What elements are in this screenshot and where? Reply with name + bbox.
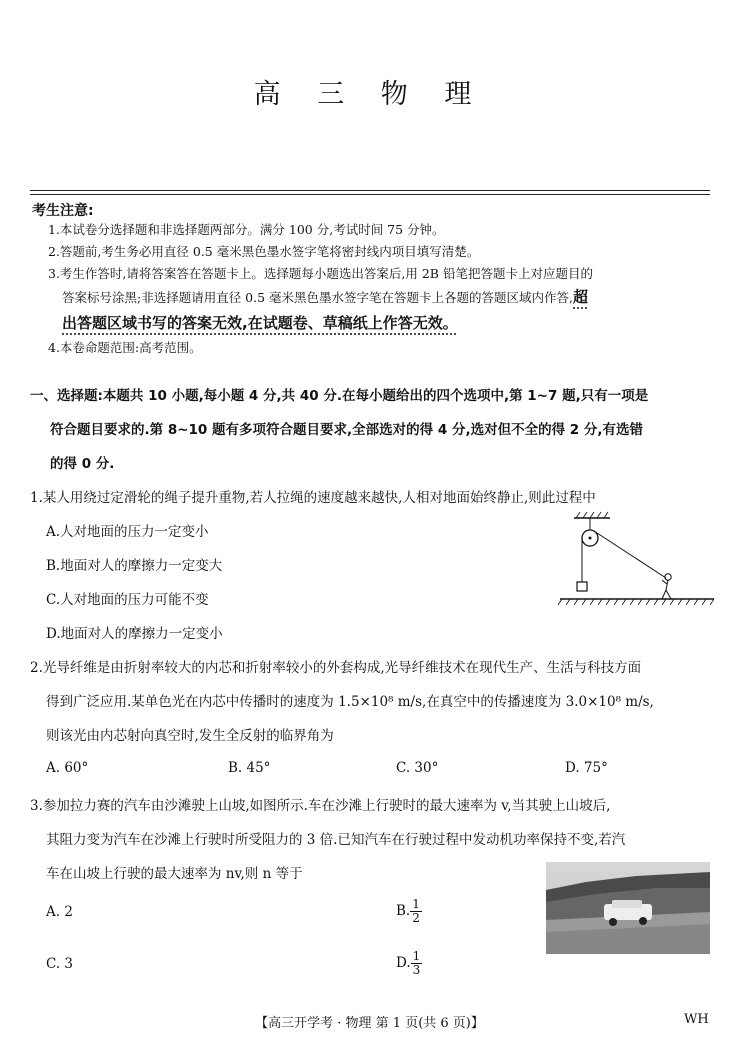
page-title: 高 三 物 理 (253, 79, 486, 110)
divider-top (30, 190, 710, 191)
q2-option-d: D. 75° (565, 760, 608, 776)
section-1-line-3: 的得 0 分. (50, 456, 115, 472)
section-1-line-1: 一、选择题:本题共 10 小题,每小题 4 分,共 40 分.在每小题给出的四个选项中,第 1~7 题,只有一项是 (30, 388, 649, 404)
q3-option-d: D. $\frac{1}{3}$ (396, 949, 421, 977)
q1-option-b: B.地面对人的摩擦力一定变大 (46, 558, 223, 574)
footer-code: WH (684, 1012, 709, 1027)
q3-stem-1: 3.参加拉力赛的汽车由沙滩驶上山坡,如图所示.车在沙滩上行驶时的最大速率为 v,当其驶上山坡后, (30, 798, 611, 814)
car-on-slope-photo (546, 862, 710, 954)
q1-option-d: D.地面对人的摩擦力一定变小 (46, 626, 223, 642)
q3-option-a: A. 2 (46, 904, 73, 920)
q2-option-b: B. 45° (228, 760, 271, 776)
divider-bottom (30, 194, 710, 195)
q1-stem: 1.某人用绕过定滑轮的绳子提升重物,若人拉绳的速度越来越快,人相对地面始终静止,则此过程中 (30, 490, 596, 506)
q1-option-c: C.人对地面的压力可能不变 (46, 592, 209, 608)
q3-option-c: C. 3 (46, 956, 74, 972)
q2-option-a: A. 60° (46, 760, 89, 776)
q2-stem-2: 得到广泛应用.某单色光在内芯中传播时的速度为 1.5×10⁸ m/s,在真空中的传播速度为 3.0×10⁸ m/s, (46, 694, 654, 710)
q3-option-b: B. $\frac{1}{2}$ (396, 897, 420, 925)
notice-item-3b: 答案标号涂黑;非选择题请用直径 0.5 毫米黑色墨水签字笔在答题卡上各题的答题区域内作答,超 (62, 288, 589, 306)
pulley-diagram (556, 510, 716, 606)
q2-stem-3: 则该光由内芯射向真空时,发生全反射的临界角为 (46, 728, 334, 744)
notice-item-3c: 出答题区域书写的答案无效,在试题卷、草稿纸上作答无效。 (62, 314, 458, 332)
page-footer: 【高三开学考 · 物理 第 1 页(共 6 页)】 (255, 1016, 484, 1031)
notice-item-4: 4.本卷命题范围:高考范围。 (48, 340, 202, 355)
notice-item-2: 2.答题前,考生务必用直径 0.5 毫米黑色墨水签字笔将密封线内项目填写清楚。 (48, 244, 480, 259)
q1-option-a: A.人对地面的压力一定变小 (46, 524, 209, 540)
q2-stem-1: 2.光导纤维是由折射率较大的内芯和折射率较小的外套构成,光导纤维技术在现代生产、生活与科技方面 (30, 660, 642, 676)
q3-stem-3: 车在山坡上行驶的最大速率为 nv,则 n 等于 (46, 866, 303, 882)
notice-item-1: 1.本试卷分选择题和非选择题两部分。满分 100 分,考试时间 75 分钟。 (48, 222, 445, 237)
notice-heading: 考生注意: (32, 203, 94, 219)
q2-option-c: C. 30° (396, 760, 439, 776)
q3-stem-2: 其阻力变为汽车在沙滩上行驶时所受阻力的 3 倍.已知汽车在行驶过程中发动机功率保持不变,若汽 (46, 832, 626, 848)
notice-item-3a: 3.考生作答时,请将答案答在答题卡上。选择题每小题选出答案后,用 2B 铅笔把答题卡上对应题目的 (48, 266, 593, 281)
section-1-line-2: 符合题目要求的.第 8~10 题有多项符合题目要求,全部选对的得 4 分,选对但不全的得 2 分,有选错 (50, 422, 643, 438)
